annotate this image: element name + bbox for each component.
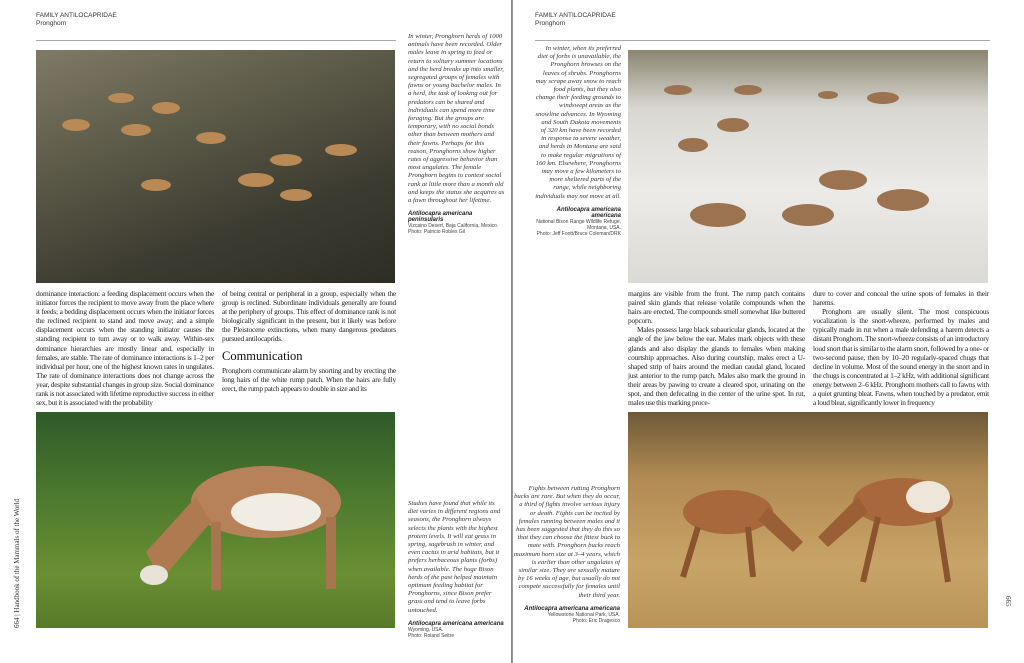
caption-species: Antilocapra americana peninsularis bbox=[408, 211, 473, 224]
header-species: Pronghorn bbox=[535, 20, 566, 27]
text-column-1 bbox=[628, 289, 805, 407]
spine-page-number: 664 | Handbook of the Mammals of the World bbox=[13, 498, 21, 628]
caption-text: In winter, Pronghorn herds of 1000 animals have been recorded. Older males leave in spring to feed or return to solitary summer locations and the herd breaks up into smaller, segregated groups of females with fawns or young bachelor males. In a herd, the task of looking out for predators can be shared and individuals can spend more time foraging. But the groups are temporary, with no social bonds other than between mothers and their fawns. Perhaps for this reason, Pronghorns show higher rates of aggressive behavior than most ungulates. The female Pronghorn begins to contest social rank at little more than a month old and keeps the status she acquires as a fawn throughout her lifetime. bbox=[408, 33, 505, 205]
caption-top bbox=[535, 45, 621, 237]
running-header bbox=[36, 12, 117, 28]
body-paragraph: Males possess large black subauricular glands, located at the angle of the jaw below the ear. Males mark objects with these glands and also display the glands to females when making courtship approaches. Also during courtship, males erect a U-shaped strip of hairs around the median caudal gland, located just anterior to the rump patch. Males also mark the ground in their areas by pawing to create a cleared spot, urinating on the spot, and then defecating in the center of the urine spot. In rut, males use this marking proce- bbox=[628, 325, 805, 408]
text-column-2 bbox=[813, 289, 989, 407]
caption-photographer: Photo: Patricio Robles Gil bbox=[408, 229, 465, 236]
caption-location: Vizcaino Desert, Baja California, Mexico. bbox=[408, 223, 499, 230]
photo-snow-herd bbox=[628, 50, 988, 283]
running-header bbox=[535, 12, 616, 28]
caption-text: Fights between rutting Pronghorn bucks are rare. But when they do occur, a third of fights involve serious injury or death. Fights can be incited by females running between males and it has been suggested that they do this so that they can choose the fittest buck to mate with. Pronghorn bucks reach maximum horn size at 3–4 years, which is earlier than other ungulates of similar size. They are sexually mature by 16 weeks of age, but usually do not compete successfully for females until their third year. bbox=[513, 485, 620, 599]
caption-top bbox=[408, 33, 505, 235]
photo-credit bbox=[535, 207, 621, 237]
caption-location: Yellowstone National Park, USA. bbox=[547, 611, 620, 618]
snow-herd-illustration bbox=[628, 50, 988, 283]
photo-running-herd bbox=[36, 50, 395, 283]
caption-location: Wyoming, USA. bbox=[408, 626, 444, 633]
header-family: FAMILY ANTILOCAPRIDAE bbox=[36, 12, 117, 19]
header-rule bbox=[535, 40, 990, 41]
caption-location: National Bison Range Wildlife Refuge, Montana, USA. bbox=[536, 218, 621, 231]
body-paragraph: Pronghorn communicate alarm by snorting and by erecting the long hairs of the white rump patch. When the hairs are fully erect, the rump patch appears to double in size and its bbox=[222, 365, 396, 393]
photo-credit bbox=[408, 621, 505, 639]
photo-fighting-bucks bbox=[628, 412, 988, 628]
text-column-1 bbox=[36, 289, 214, 407]
page-number: 665 bbox=[1004, 596, 1012, 607]
herd-illustration bbox=[36, 50, 395, 283]
body-paragraph: margins are visible from the front. The rump patch contains paired skin glands that release volatile compounds when the hairs are erected. The compounds smell somewhat like buttered popcorn. bbox=[628, 289, 805, 326]
photo-credit bbox=[513, 606, 620, 624]
fighting-illustration bbox=[628, 412, 988, 628]
text-column-2 bbox=[222, 289, 396, 393]
body-paragraph: Pronghorn are usually silent. The most conspicuous vocalization is the snort-wheeze, performed by males and typically made in rut when a male defending a harem detects a distant Pronghorn. The snort-wheeze consists of an introductory loud snort that is similar to the alarm snort, followed by a one- or two-second pause, then by 10–20 regularly-spaced chugs that decline in volume. Most of the sound energy in the snort and in the chugs is concentrated at 1–2 kHz, with additional significant energy between 2–6 kHz. Pronghorn mothers call to fawns with a quiet grunting bleat. Fawns, when touched by a predator, emit a loud bleat, significantly lower in frequency bbox=[813, 307, 989, 408]
caption-species: Antilocapra americana americana bbox=[556, 206, 621, 219]
section-heading: Communication bbox=[222, 348, 303, 363]
body-paragraph: of being central or peripheral in a group, especially when the group is reclined. Subordinate individuals generally are found at the periphery of groups. This effect of dominance rank is not biologically significant in the present, but it likely was before the Pleistocene extinctions, when many dangerous predators pursued antilocaprids. bbox=[222, 289, 396, 344]
caption-bottom bbox=[513, 485, 620, 624]
caption-species: Antilocapra americana americana bbox=[524, 605, 620, 612]
header-species: Pronghorn bbox=[36, 20, 67, 27]
caption-photographer: Photo: Eric Dragesco bbox=[572, 617, 620, 624]
caption-photographer: Photo: Roland Seitre bbox=[408, 632, 455, 639]
caption-text: In winter, when its preferred diet of forbs is unavailable, the Pronghorn browses on the leaves of shrubs. Pronghorns may scrape away snow to reach food plants, but they also change their feeding grounds to windswept areas as the snowline advances. In Wyoming and South Dakota movements of 320 km have been recorded in response to severe weather, and herds in Montana are said to make regular migrations of 160 km. Elsewhere, Pronghorns may move a few kilometers to more sheltered parts of the range, while neighboring individuals may not move at all. bbox=[535, 45, 621, 200]
body-paragraph: dominance interaction: a feeding displacement occurs when the initiator forces the recipient to move away from the place where it feeds; a bedding displacement occurs when the initiator forces the reclined recipient to stand and move away; and a simple displacement occurs when the standing initiator causes the standing recipient to turn away or to walk away. Within-sex dominance hierarchies are mostly linear and, especially in females, are stable. The rate of dominance interactions is 1–2 per individual per hour, one of the highest known rates in ungulates. The rate of dominance interactions does not change across the year, despite substantial changes in group size. Social dominance rank is not associated with lifetime reproductive success in either sex, but it is associated with the probability bbox=[36, 289, 214, 408]
body-paragraph: dure to cover and conceal the urine spots of females in their harems. bbox=[813, 289, 989, 308]
caption-text: Studies have found that while its diet varies in different regions and seasons, the Pronghorn always selects the plants with the highest protein levels. It will eat grass in spring, sagebrush in winter, and even cactus in arid habitats, but it prefers herbaceous plants (forbs) when available. The huge Bison herds of the past helped maintain optimum feeding habitat for Pronghorns, since Bison prefer grass and tend to leave forbs untouched. bbox=[408, 500, 501, 614]
header-family: FAMILY ANTILOCAPRIDAE bbox=[535, 12, 616, 19]
grazing-illustration bbox=[36, 412, 395, 628]
header-rule bbox=[36, 40, 396, 41]
photo-credit bbox=[408, 211, 505, 235]
caption-species: Antilocapra americana americana bbox=[408, 620, 504, 627]
right-page bbox=[513, 0, 1024, 663]
caption-bottom bbox=[408, 500, 505, 639]
photo-grazing-pronghorn bbox=[36, 412, 395, 628]
caption-photographer: Photo: Jeff Foott/Bruce Coleman/DRK bbox=[536, 230, 621, 237]
